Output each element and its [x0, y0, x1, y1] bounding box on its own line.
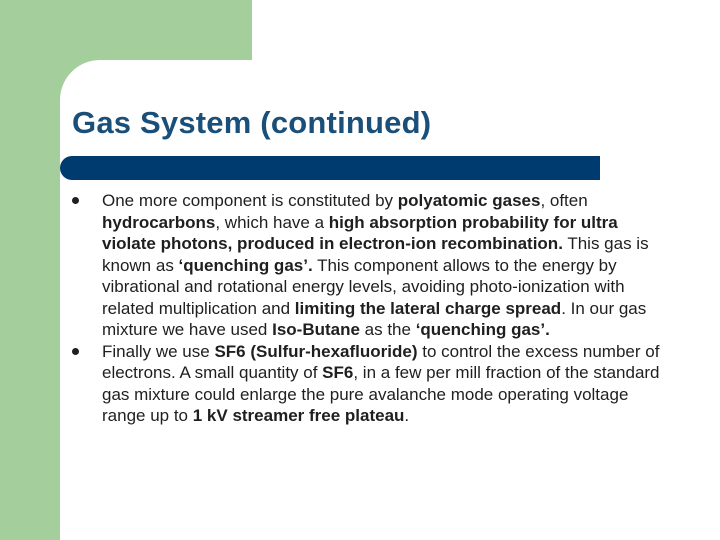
bullet-text: Finally we use: [102, 341, 215, 361]
bullet-bold-text: limiting the lateral charge spread: [294, 298, 562, 318]
bullet-dot-icon: [72, 197, 79, 204]
bullet-bold-text: ‘quenching gas’.: [415, 320, 550, 339]
bullet-bold-text: hydrocarbons: [102, 212, 216, 232]
bullet-item: [70, 341, 670, 427]
bullet-text: to control the excess number of electrons. A small quantity of: [102, 341, 660, 382]
slide-title: Gas System (continued): [72, 105, 432, 140]
bullet-bold-text: SF6: [322, 363, 354, 382]
bullet-dot-icon: [72, 348, 79, 355]
bullet-bold-text: 1 kV streamer free plateau: [192, 406, 405, 425]
bullet-text: .: [404, 406, 410, 425]
bullet-bold-text: high absorption probability for ultra violate photons, produced in electron-ion recombination.: [102, 212, 618, 253]
bullet-text: This gas is known as: [102, 234, 649, 275]
bullet-text: This component allows to the energy by vibrational and rotational energy levels, avoiding photo-ionization with related multiplication and: [102, 255, 625, 318]
bullet-text: , often: [540, 191, 588, 210]
bullet-text: , in a few per mill fraction of the standard gas mixture could enlarge the pure avalanche mode operating voltage range up to: [102, 363, 660, 425]
bullet-list: [70, 190, 670, 427]
bullet-bold-text: polyatomic gases: [397, 191, 541, 210]
title-underline-bar: [60, 156, 600, 180]
bullet-text: as the: [359, 320, 416, 339]
bullet-bold-text: ‘quenching gas’.: [178, 255, 313, 275]
bullet-bold-text: Iso-Butane: [272, 320, 360, 339]
bullet-bold-text: SF6 (Sulfur-hexafluoride): [214, 341, 418, 361]
bullet-text: . In our gas mixture we have used: [102, 298, 647, 339]
bullet-text: , which have a: [215, 212, 329, 232]
bullet-text: One more component is constituted by: [102, 191, 398, 210]
bullet-item: [70, 190, 670, 341]
